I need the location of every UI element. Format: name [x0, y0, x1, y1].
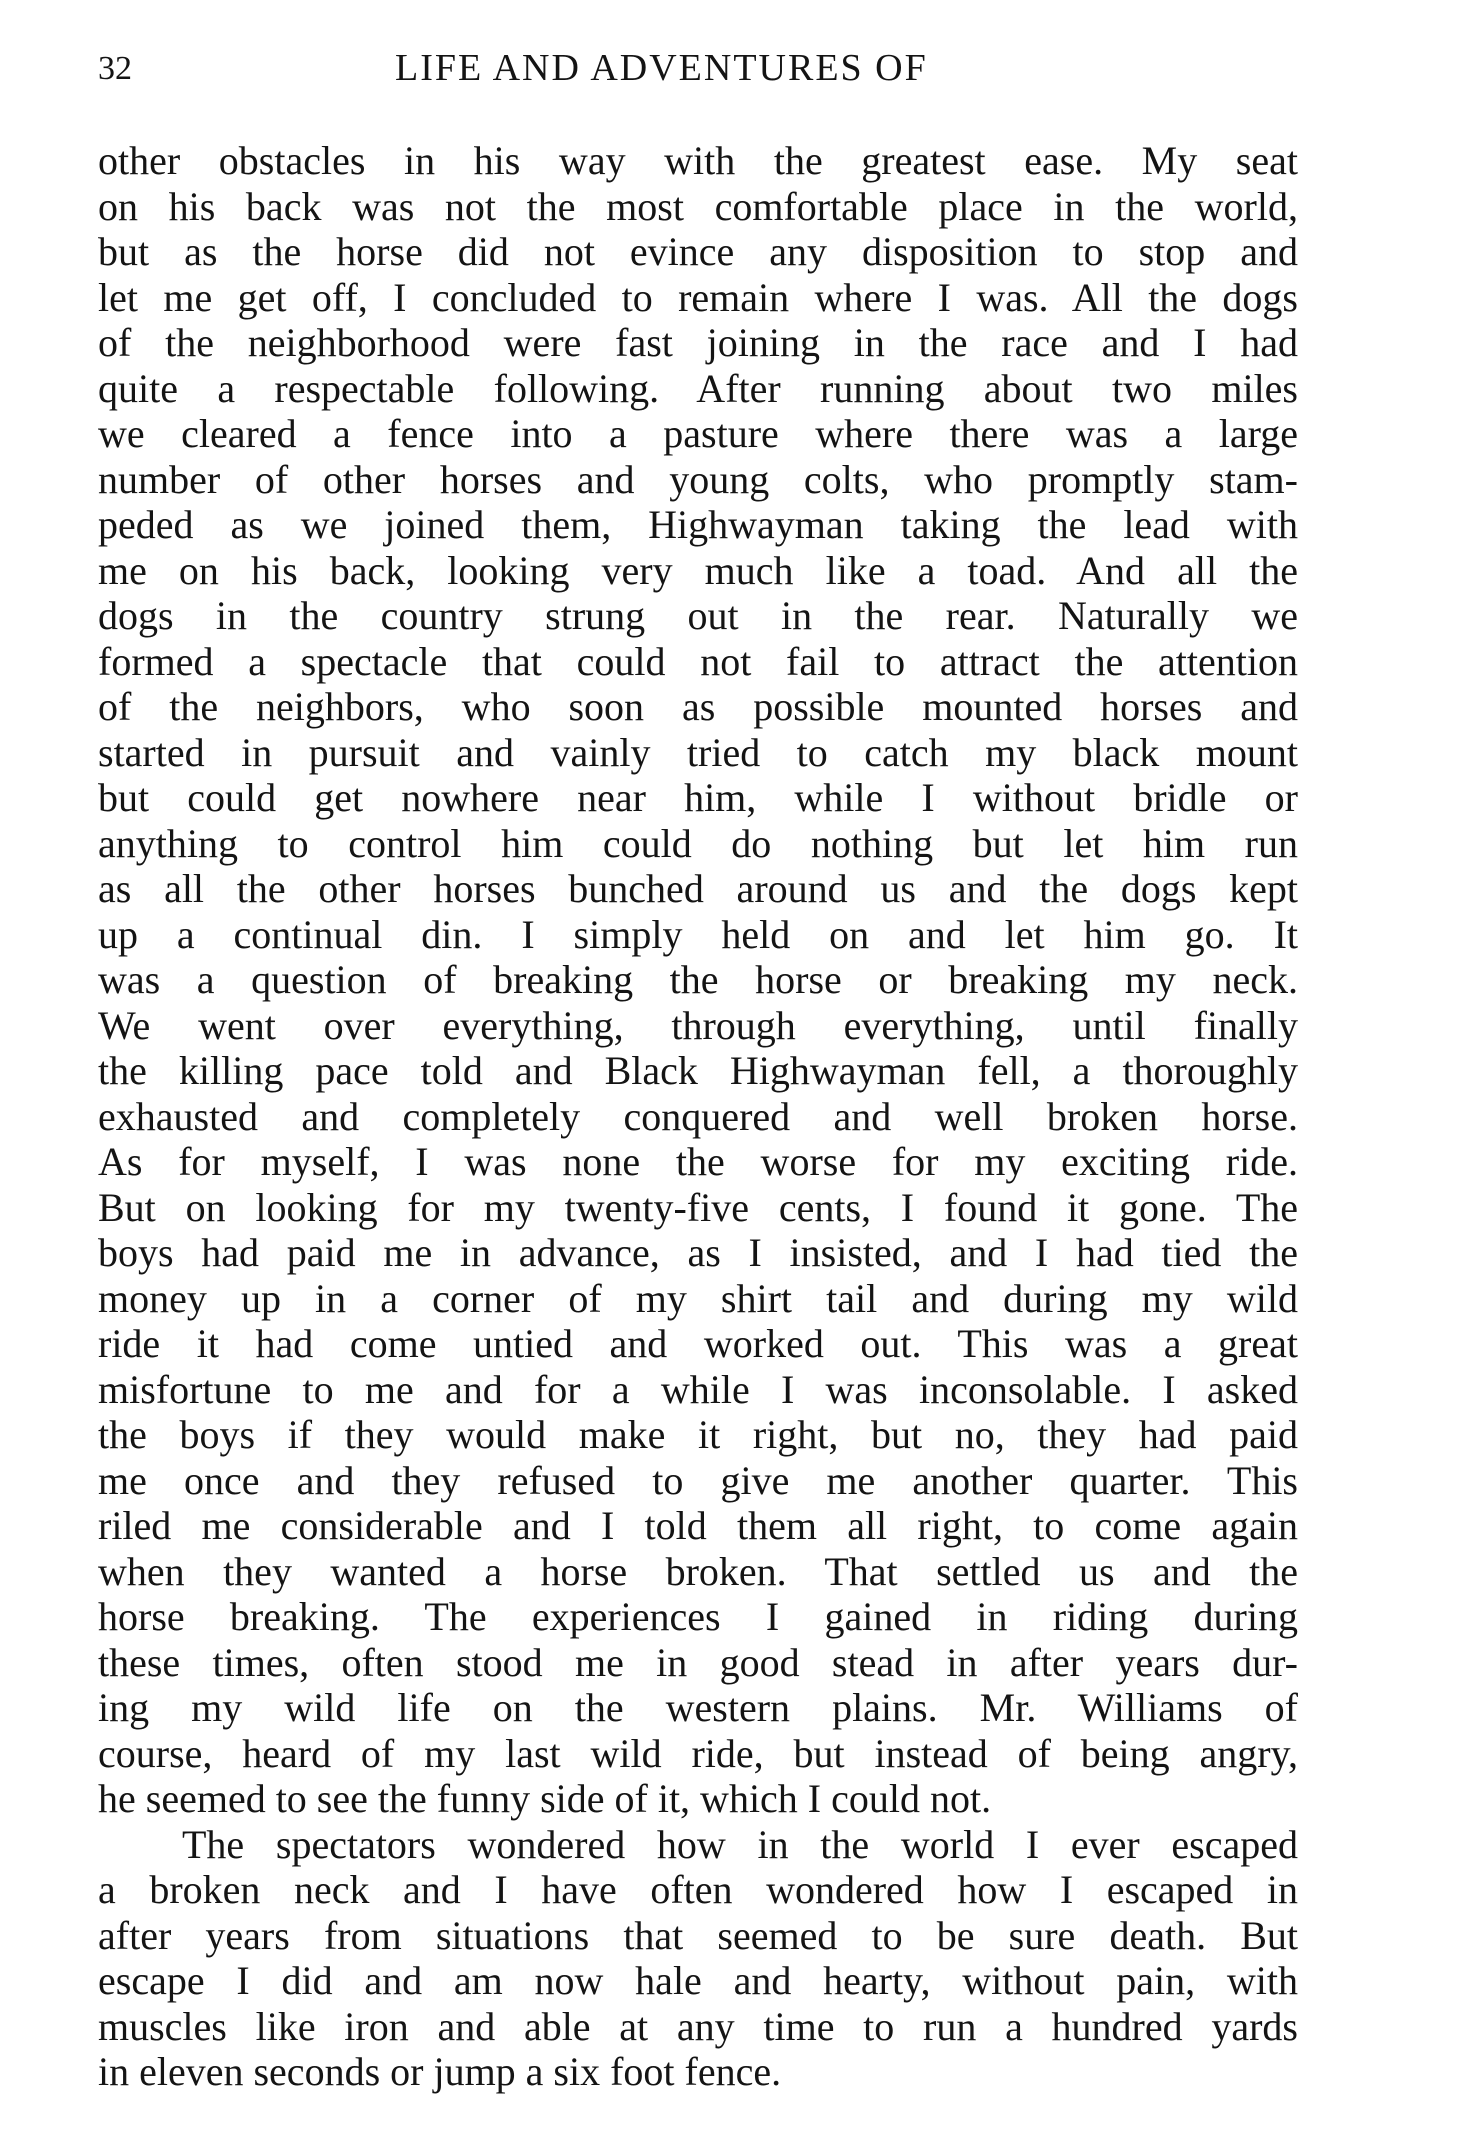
text-line: number of other horses and young colts, who promptly stam- — [98, 456, 1298, 502]
text-line: peded as we joined them, Highwayman taking the lead with — [98, 502, 1298, 547]
text-line: ing my wild life on the western plains. Mr. Williams of — [98, 1685, 1298, 1730]
text-line: ride it had come untied and worked out. This was a great — [98, 1321, 1298, 1366]
text-line: but as the horse did not evince any disposition to stop and — [98, 229, 1298, 274]
text-line: started in pursuit and vainly tried to catch my black mount — [98, 729, 1298, 775]
text-line: course, heard of my last wild ride, but instead of being angry, — [98, 1730, 1298, 1776]
text-line: anything to control him could do nothing but let him run — [98, 820, 1298, 866]
text-line: we cleared a fence into a pasture where there was a large — [98, 411, 1298, 456]
page-number: 32 — [98, 50, 132, 87]
text-line: the boys if they would make it right, but no, they had paid — [98, 1412, 1298, 1457]
text-line: We went over everything, through everything, until finally — [98, 1002, 1298, 1048]
text-line: As for myself, I was none the worse for my exciting ride. — [98, 1139, 1298, 1184]
text-line: these times, often stood me in good stead in after years dur- — [98, 1639, 1298, 1685]
text-line: was a question of breaking the horse or breaking my neck. — [98, 957, 1298, 1002]
text-line: after years from situations that seemed to be sure death. But — [98, 1912, 1298, 1958]
text-line: But on looking for my twenty-five cents, I found it gone. The — [98, 1184, 1298, 1230]
text-line: quite a respectable following. After running about two miles — [98, 365, 1298, 411]
text-line: up a continual din. I simply held on and let him go. It — [98, 911, 1298, 957]
text-line: escape I did and am now hale and hearty, without pain, with — [98, 1958, 1298, 2003]
text-line: exhausted and completely conquered and well broken horse. — [98, 1093, 1298, 1139]
text-line: me once and they refused to give me another quarter. This — [98, 1457, 1298, 1503]
text-line: formed a spectacle that could not fail to attract the attention — [98, 638, 1298, 684]
text-line: but could get nowhere near him, while I without bridle or — [98, 775, 1298, 820]
text-line: let me get off, I concluded to remain where I was. All the dogs — [98, 274, 1298, 320]
text-line: a broken neck and I have often wondered how I escaped in — [98, 1867, 1298, 1912]
text-line: when they wanted a horse broken. That settled us and the — [98, 1548, 1298, 1594]
text-line: as all the other horses bunched around us and the dogs kept — [98, 866, 1298, 911]
text-line: boys had paid me in advance, as I insisted, and I had tied the — [98, 1230, 1298, 1275]
text-line: on his back was not the most comfortable place in the world, — [98, 183, 1298, 229]
text-line: muscles like iron and able at any time to run a hundred yards — [98, 2003, 1298, 2049]
text-line: other obstacles in his way with the greatest ease. My seat — [98, 138, 1298, 183]
text-line: dogs in the country strung out in the rear. Naturally we — [98, 593, 1298, 638]
text-line: he seemed to see the funny side of it, which I could not. — [98, 1776, 992, 1821]
text-line: in eleven seconds or jump a six foot fence. — [98, 2049, 782, 2094]
text-line: horse breaking. The experiences I gained in riding during — [98, 1594, 1298, 1639]
text-line: of the neighbors, who soon as possible mounted horses and — [98, 684, 1298, 729]
body-text — [98, 138, 1298, 2095]
text-line: The spectators wondered how in the world I ever escaped — [182, 1821, 1298, 1867]
running-head: LIFE AND ADVENTURES OF — [395, 47, 928, 89]
text-line: riled me considerable and I told them all right, to come again — [98, 1503, 1298, 1548]
text-line: misfortune to me and for a while I was inconsolable. I asked — [98, 1366, 1298, 1412]
text-line: of the neighborhood were fast joining in the race and I had — [98, 320, 1298, 365]
text-line: me on his back, looking very much like a toad. And all the — [98, 547, 1298, 593]
text-line: money up in a corner of my shirt tail and during my wild — [98, 1275, 1298, 1321]
text-line: the killing pace told and Black Highwayman fell, a thoroughly — [98, 1048, 1298, 1093]
